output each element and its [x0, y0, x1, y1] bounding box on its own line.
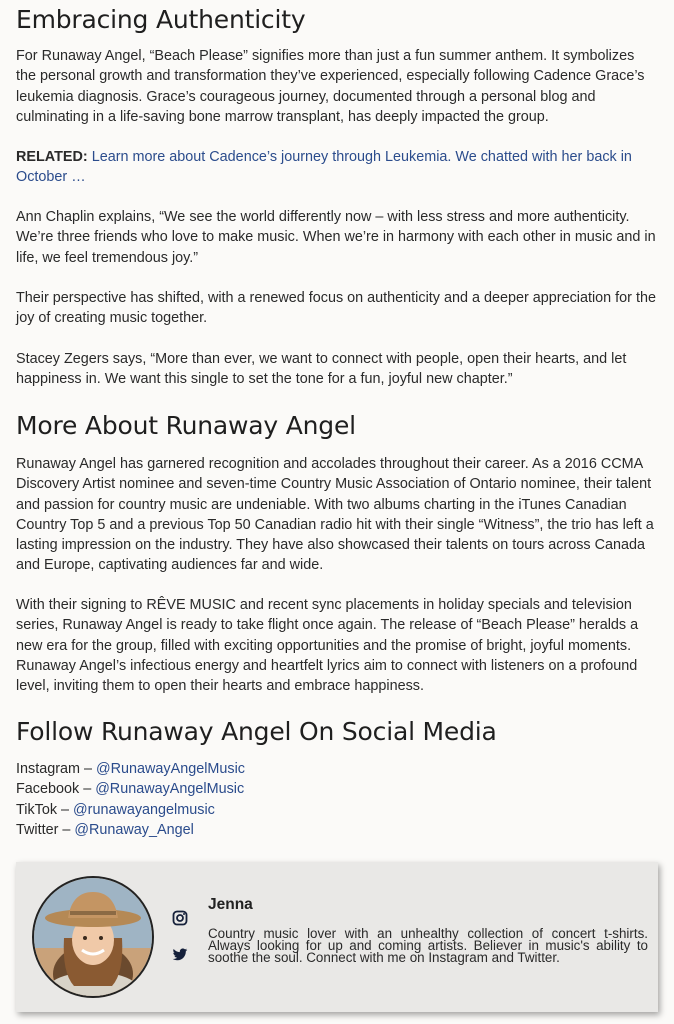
social-row-facebook: [16, 779, 245, 799]
social-platform-label: TikTok –: [16, 801, 74, 818]
social-row-tiktok: [16, 800, 245, 820]
social-links-list: [16, 759, 245, 840]
avatar-illustration: [34, 878, 152, 996]
social-row-instagram: [16, 759, 245, 779]
related-label: RELATED:: [16, 149, 88, 165]
social-platform-label: Twitter –: [16, 821, 75, 838]
paragraph-perspective: Their perspective has shifted, with a renewed focus on authenticity and a deeper appreciation for the joy of creating music together.: [16, 290, 656, 327]
instagram-handle-link[interactable]: @RunawayAngelMusic: [96, 761, 245, 777]
author-bio: Country music lover with an unhealthy collection of concert t-shirts. Always looking for up and coming artists. Believer in music's ability to soothe the soul. Connect with me on Instagram and Twitter.: [208, 926, 648, 965]
twitter-icon[interactable]: [172, 948, 188, 962]
paragraph-beach-please: For Runaway Angel, “Beach Please” signifies more than just a fun summer anthem. It symbolizes the personal growth and transformation they’ve experienced, especially following Cadence Grace’s leukemia diagnosis. Grace’s courageous journey, documented through a personal blog and culminating in a life-saving bone marrow transplant, has deeply impacted the group.: [16, 48, 645, 125]
paragraph-stacey-zegers: Stacey Zegers says, “More than ever, we want to connect with people, open their hearts, and let happiness in. We want this single to set the tone for a fun, joyful new chapter.”: [16, 351, 627, 388]
author-avatar: [32, 876, 154, 998]
author-box: [16, 862, 658, 1012]
twitter-handle-link[interactable]: @Runaway_Angel: [74, 821, 194, 838]
heading-embracing-authenticity: Embracing Authenticity: [16, 5, 306, 34]
paragraph-signing: With their signing to RÊVE MUSIC and recent sync placements in holiday specials and television series, Runaway Angel is ready to take flight once again. The release of “Beach Please” heralds a new era for the group, filled with exciting opportunities and the promise of bright, joyful moments. Runaway Angel’s infectious energy and heartfelt lyrics aim to connect with listeners on a profound level, inviting them to open their hearts and embrace happiness.: [16, 597, 639, 695]
facebook-handle-link[interactable]: @RunawayAngelMusic: [95, 781, 245, 798]
tiktok-handle-link[interactable]: @runawayangelmusic: [73, 801, 215, 818]
heading-follow-social: Follow Runaway Angel On Social Media: [16, 717, 497, 746]
paragraph-recognition: Runaway Angel has garnered recognition and accolades throughout their career. As a 2016 CCMA Discovery Artist nominee and seven-time Country Music Association of Ontario nominee, their talent and passion for country music are undeniable. With two albums charting in the iTunes Canadian Country Top 5 and a previous Top 50 Canadian radio hit with their single “Witness”, the trio has left a lasting impression on the industry. They have also showcased their talents on tours across Canada and Europe, captivating audiences far and wide.: [16, 456, 654, 574]
related-paragraph: [16, 147, 658, 188]
social-platform-label: Instagram –: [16, 761, 96, 777]
related-link[interactable]: Learn more about Cadence’s journey through Leukemia. We chatted with her back in October …: [16, 149, 632, 186]
social-row-twitter: [16, 820, 245, 840]
heading-more-about: More About Runaway Angel: [16, 411, 356, 440]
author-name: Jenna: [208, 896, 253, 913]
social-platform-label: Facebook –: [16, 781, 96, 798]
instagram-icon[interactable]: [172, 910, 188, 926]
paragraph-ann-chaplin: Ann Chaplin explains, “We see the world differently now – with less stress and more authenticity. We’re three friends who love to make music. When we’re in harmony with each other in music and in life, we feel tremendous joy.”: [16, 209, 656, 266]
